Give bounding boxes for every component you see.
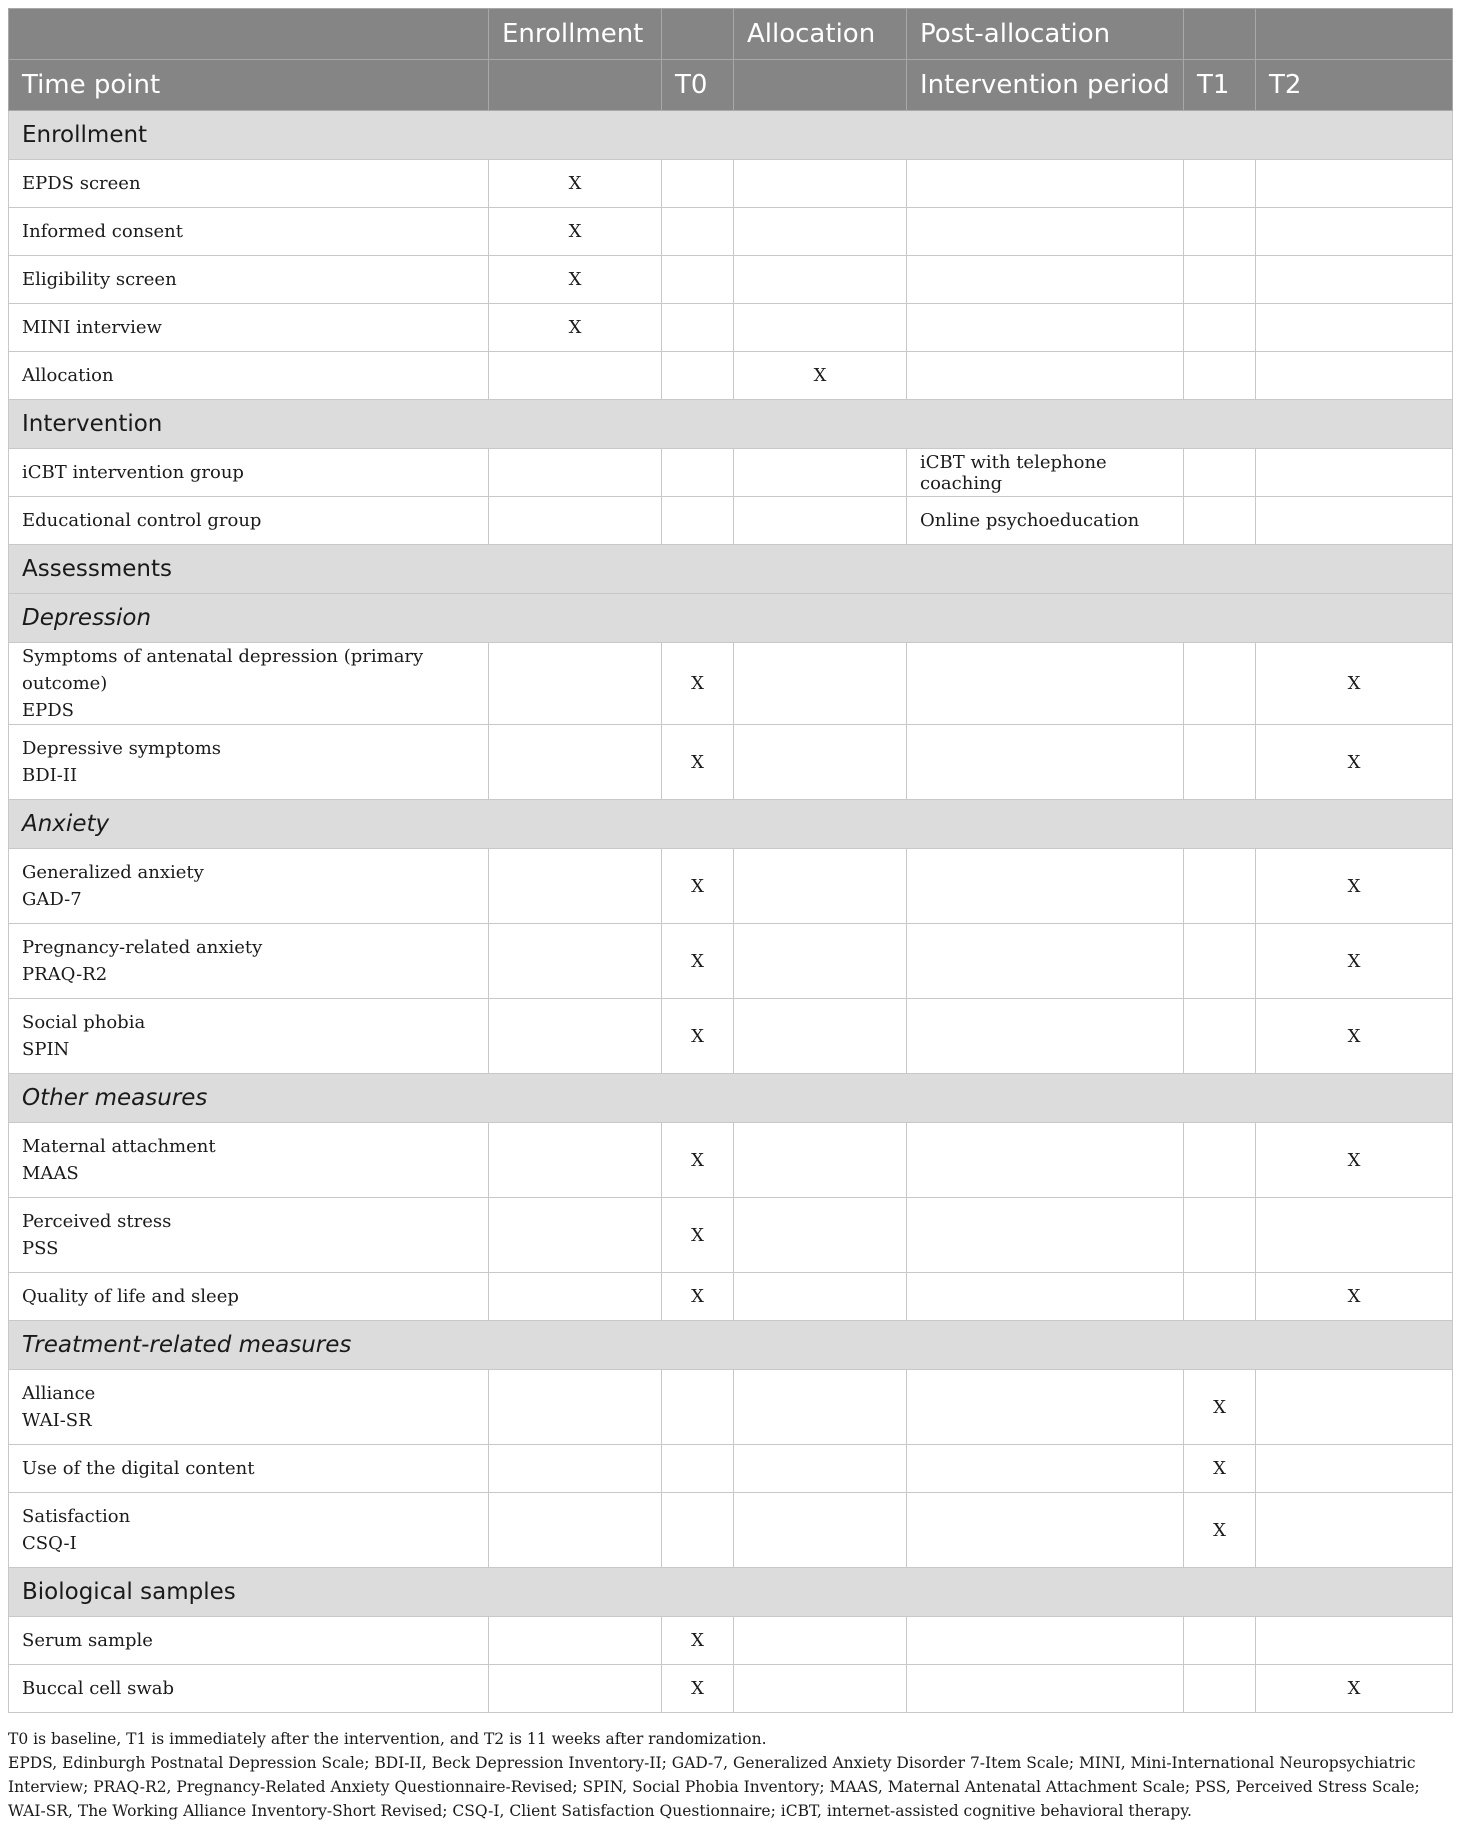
schedule-mark: X: [662, 725, 734, 800]
schedule-cell: [489, 497, 662, 545]
schedule-cell: [734, 304, 907, 352]
header-cell: [1184, 9, 1256, 60]
section-title: Treatment-related measures: [9, 1321, 1453, 1370]
row-label: Educational control group: [22, 510, 262, 531]
schedule-cell: [1256, 208, 1453, 256]
schedule-mark: X: [1256, 849, 1453, 924]
section-row: [9, 111, 1453, 160]
schedule-cell: [907, 1665, 1184, 1713]
schedule-mark: X: [1184, 1493, 1256, 1568]
schedule-cell: [489, 1665, 662, 1713]
row-label-cell: [9, 1445, 489, 1493]
schedule-cell: [662, 1370, 734, 1445]
header-cell-time-point: Time point: [9, 60, 489, 111]
schedule-cell: [734, 1273, 907, 1321]
schedule-cell: [907, 1493, 1184, 1568]
row-measure: CSQ-I: [22, 1533, 77, 1554]
table-body: [9, 111, 1453, 1713]
row-label: Depressive symptoms: [22, 738, 222, 759]
row-label: Use of the digital content: [22, 1458, 255, 1479]
header-cell: [662, 9, 734, 60]
schedule-mark: X: [1256, 1123, 1453, 1198]
row-measure: GAD-7: [22, 889, 82, 910]
schedule-cell: [907, 1273, 1184, 1321]
schedule-mark: X: [662, 1198, 734, 1273]
row-label: Social phobia: [22, 1012, 146, 1033]
schedule-cell: [489, 352, 662, 400]
schedule-cell: [907, 725, 1184, 800]
schedule-cell: [1256, 1617, 1453, 1665]
schedule-cell: [489, 1617, 662, 1665]
header-cell-enrollment: Enrollment: [489, 9, 662, 60]
table-row: [9, 1445, 1453, 1493]
schedule-cell: [662, 449, 734, 497]
schedule-mark: X: [662, 643, 734, 725]
section-row: [9, 1074, 1453, 1123]
row-label: Maternal attachment: [22, 1136, 216, 1157]
header-cell-intervention-period: Intervention period: [907, 60, 1184, 111]
schedule-cell: [489, 1198, 662, 1273]
table-row: [9, 725, 1453, 800]
schedule-cell: iCBT with telephone coaching: [907, 449, 1184, 497]
row-label-cell: [9, 449, 489, 497]
section-title: Enrollment: [9, 111, 1453, 160]
section-title: Other measures: [9, 1074, 1453, 1123]
schedule-mark: X: [662, 1665, 734, 1713]
schedule-table: [8, 8, 1453, 1713]
schedule-cell: [907, 924, 1184, 999]
row-label-cell: [9, 1665, 489, 1713]
table-row: [9, 849, 1453, 924]
row-label-cell: [9, 1370, 489, 1445]
schedule-mark: X: [1256, 924, 1453, 999]
schedule-cell: [1184, 1123, 1256, 1198]
row-label: Generalized anxiety: [22, 862, 204, 883]
schedule-cell: [734, 643, 907, 725]
row-label-cell: [9, 924, 489, 999]
schedule-cell: [734, 449, 907, 497]
schedule-cell: [907, 304, 1184, 352]
table-row: [9, 304, 1453, 352]
section-row: [9, 545, 1453, 594]
header-cell: [489, 60, 662, 111]
schedule-cell: [1184, 160, 1256, 208]
row-label: Allocation: [22, 365, 114, 386]
schedule-cell: [1184, 256, 1256, 304]
schedule-cell: [1184, 352, 1256, 400]
schedule-cell: [662, 160, 734, 208]
schedule-cell: [1256, 1198, 1453, 1273]
schedule-cell: [662, 256, 734, 304]
schedule-cell: [1184, 449, 1256, 497]
schedule-cell: [489, 1273, 662, 1321]
table-row: [9, 1198, 1453, 1273]
section-title: Biological samples: [9, 1568, 1453, 1617]
schedule-cell: [1256, 352, 1453, 400]
table-row: [9, 924, 1453, 999]
schedule-mark: X: [1184, 1445, 1256, 1493]
schedule-cell: [489, 924, 662, 999]
schedule-cell: [1184, 849, 1256, 924]
section-title: Anxiety: [9, 800, 1453, 849]
schedule-cell: [734, 725, 907, 800]
row-label: Symptoms of antenatal depression (primary outcome): [22, 646, 424, 694]
schedule-cell: [489, 1493, 662, 1568]
row-label: Eligibility screen: [22, 269, 177, 290]
row-label-cell: [9, 1198, 489, 1273]
row-label-cell: [9, 1273, 489, 1321]
schedule-cell: [1256, 497, 1453, 545]
row-measure: EPDS: [22, 700, 75, 721]
schedule-cell: [1256, 1493, 1453, 1568]
schedule-cell: [734, 1370, 907, 1445]
schedule-cell: [1184, 924, 1256, 999]
row-label-cell: [9, 160, 489, 208]
header-cell-t0: T0: [662, 60, 734, 111]
table-row: [9, 1370, 1453, 1445]
row-label-cell: [9, 1617, 489, 1665]
schedule-cell: [489, 1370, 662, 1445]
schedule-cell: [662, 497, 734, 545]
header-row-phases: [9, 9, 1453, 60]
schedule-cell: [907, 1370, 1184, 1445]
schedule-mark: X: [1256, 1273, 1453, 1321]
schedule-cell: [907, 849, 1184, 924]
schedule-cell: [489, 449, 662, 497]
schedule-mark: X: [662, 1273, 734, 1321]
row-label-cell: [9, 352, 489, 400]
schedule-mark: X: [1256, 725, 1453, 800]
schedule-mark: X: [1256, 999, 1453, 1074]
row-measure: WAI-SR: [22, 1410, 92, 1431]
schedule-mark: X: [1184, 1370, 1256, 1445]
schedule-cell: [662, 208, 734, 256]
schedule-cell: [489, 999, 662, 1074]
schedule-mark: X: [489, 208, 662, 256]
schedule-cell: [662, 1493, 734, 1568]
schedule-cell: [734, 849, 907, 924]
header-cell-allocation: Allocation: [734, 9, 907, 60]
schedule-cell: [734, 924, 907, 999]
schedule-cell: Online psychoeducation: [907, 497, 1184, 545]
schedule-cell: [734, 1493, 907, 1568]
table-row: [9, 1617, 1453, 1665]
row-label: MINI interview: [22, 317, 162, 338]
schedule-cell: [1184, 1273, 1256, 1321]
schedule-cell: [662, 304, 734, 352]
schedule-cell: [734, 1445, 907, 1493]
table-row: [9, 352, 1453, 400]
schedule-cell: [734, 1198, 907, 1273]
schedule-mark: X: [1256, 1665, 1453, 1713]
schedule-cell: [662, 1445, 734, 1493]
schedule-mark: X: [489, 160, 662, 208]
table-row: [9, 643, 1453, 725]
footnote-abbreviations: EPDS, Edinburgh Postnatal Depression Scale; BDI-II, Beck Depression Inventory-II; GAD-7, Generalized Anxiety Disorder 7-Item Scale; MINI, Mini-International Neuropsychiatric Interview; PRAQ-R2, Pregnancy-Related Anxiety Questionnaire-Revised; SPIN, Social Phobia Inventory; MAAS, Maternal Antenatal Attachment Scale; PSS, Perceived Stress Scale; WAI-SR, The Working Alliance Inventory-Short Revised; CSQ-I, Client Satisfaction Questionnaire; iCBT, internet-assisted cognitive behavioral therapy.: [8, 1754, 1420, 1820]
schedule-mark: X: [1256, 643, 1453, 725]
schedule-cell: [1184, 208, 1256, 256]
row-label: Informed consent: [22, 221, 183, 242]
row-label: Serum sample: [22, 1630, 153, 1651]
row-measure: PRAQ-R2: [22, 964, 108, 985]
row-measure: PSS: [22, 1238, 59, 1259]
schedule-cell: [734, 208, 907, 256]
schedule-cell: [489, 725, 662, 800]
section-row: [9, 800, 1453, 849]
schedule-cell: [907, 1123, 1184, 1198]
row-measure: BDI-II: [22, 765, 78, 786]
table-row: [9, 999, 1453, 1074]
row-label-cell: [9, 304, 489, 352]
schedule-cell: [907, 1617, 1184, 1665]
schedule-cell: [1184, 304, 1256, 352]
schedule-table-container: [8, 8, 1452, 1823]
schedule-mark: X: [734, 352, 907, 400]
row-label: Quality of life and sleep: [22, 1286, 239, 1307]
schedule-cell: [1184, 999, 1256, 1074]
row-label-cell: [9, 208, 489, 256]
table-row: [9, 497, 1453, 545]
schedule-cell: [907, 643, 1184, 725]
row-label-cell: [9, 643, 489, 725]
schedule-cell: [734, 160, 907, 208]
header-cell: [734, 60, 907, 111]
row-label-cell: [9, 1123, 489, 1198]
header-row-timepoints: [9, 60, 1453, 111]
schedule-mark: X: [489, 256, 662, 304]
schedule-cell: [734, 256, 907, 304]
header-cell: [9, 9, 489, 60]
section-row: [9, 400, 1453, 449]
row-measure: SPIN: [22, 1039, 70, 1060]
row-label-cell: [9, 999, 489, 1074]
schedule-cell: [489, 1445, 662, 1493]
schedule-cell: [662, 352, 734, 400]
row-label-cell: [9, 725, 489, 800]
row-label: iCBT intervention group: [22, 462, 244, 483]
schedule-cell: [734, 1665, 907, 1713]
schedule-cell: [734, 1123, 907, 1198]
table-header: [9, 9, 1453, 111]
header-cell-post-allocation: Post-allocation: [907, 9, 1184, 60]
row-label: Pregnancy-related anxiety: [22, 937, 263, 958]
schedule-cell: [1184, 497, 1256, 545]
row-label: EPDS screen: [22, 173, 141, 194]
row-label: Alliance: [22, 1383, 96, 1404]
schedule-cell: [489, 643, 662, 725]
section-title: Depression: [9, 594, 1453, 643]
section-title: Intervention: [9, 400, 1453, 449]
table-row: [9, 449, 1453, 497]
table-row: [9, 1493, 1453, 1568]
header-cell-t2: T2: [1256, 60, 1453, 111]
schedule-mark: X: [662, 849, 734, 924]
row-label-cell: [9, 1493, 489, 1568]
table-row: [9, 208, 1453, 256]
schedule-cell: [1184, 1617, 1256, 1665]
schedule-cell: [734, 497, 907, 545]
schedule-cell: [907, 1445, 1184, 1493]
section-title: Assessments: [9, 545, 1453, 594]
schedule-cell: [1256, 1445, 1453, 1493]
schedule-cell: [907, 160, 1184, 208]
row-label: Satisfaction: [22, 1506, 131, 1527]
schedule-cell: [734, 1617, 907, 1665]
table-row: [9, 160, 1453, 208]
schedule-cell: [1184, 1665, 1256, 1713]
schedule-cell: [907, 208, 1184, 256]
schedule-cell: [489, 1123, 662, 1198]
row-label: Perceived stress: [22, 1211, 172, 1232]
table-row: [9, 256, 1453, 304]
row-label-cell: [9, 849, 489, 924]
schedule-mark: X: [662, 999, 734, 1074]
schedule-cell: [1184, 1198, 1256, 1273]
schedule-cell: [1256, 449, 1453, 497]
schedule-mark: X: [662, 1617, 734, 1665]
schedule-cell: [489, 849, 662, 924]
row-label: Buccal cell swab: [22, 1678, 175, 1699]
schedule-cell: [1256, 160, 1453, 208]
table-row: [9, 1123, 1453, 1198]
schedule-cell: [907, 256, 1184, 304]
footnote-timepoints: T0 is baseline, T1 is immediately after the intervention, and T2 is 11 weeks after randomization.: [8, 1730, 767, 1748]
schedule-cell: [1184, 643, 1256, 725]
header-cell-t1: T1: [1184, 60, 1256, 111]
schedule-cell: [734, 999, 907, 1074]
section-row: [9, 1321, 1453, 1370]
header-cell: [1256, 9, 1453, 60]
schedule-cell: [1256, 256, 1453, 304]
row-label-cell: [9, 497, 489, 545]
schedule-cell: [907, 352, 1184, 400]
schedule-cell: [907, 999, 1184, 1074]
schedule-cell: [1256, 304, 1453, 352]
schedule-mark: X: [662, 1123, 734, 1198]
section-row: [9, 594, 1453, 643]
table-footnotes: [8, 1727, 1452, 1823]
schedule-mark: X: [489, 304, 662, 352]
schedule-cell: [1256, 1370, 1453, 1445]
table-row: [9, 1665, 1453, 1713]
schedule-mark: X: [662, 924, 734, 999]
table-row: [9, 1273, 1453, 1321]
row-label-cell: [9, 256, 489, 304]
section-row: [9, 1568, 1453, 1617]
schedule-cell: [907, 1198, 1184, 1273]
row-measure: MAAS: [22, 1163, 79, 1184]
schedule-cell: [1184, 725, 1256, 800]
